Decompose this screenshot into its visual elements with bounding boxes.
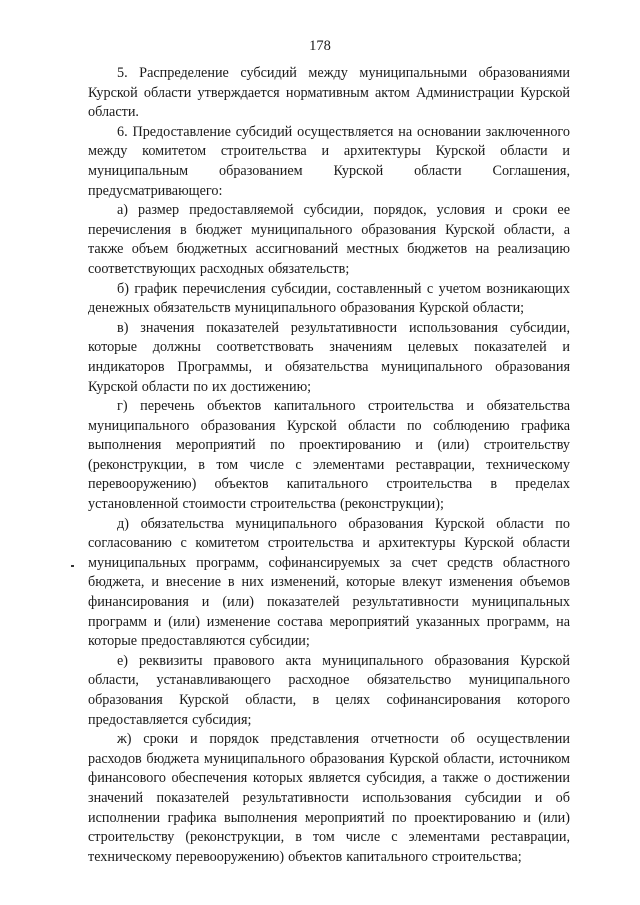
scan-artifact <box>71 565 74 567</box>
list-item-g: г) перечень объектов капитального строительства и обязательства муниципального образования Курской области по соблюдению графика выполнения мероприятий по проектированию и (или) строительству (реконструкции, в том числе с элементами реставрации, техническому перевооружению) объектов капитального строительства в пределах установленной стоимости строительства (реконструкции); <box>88 398 570 513</box>
list-item-d: д) обязательства муниципального образования Курской области по согласованию с комитетом строительства и архитектуры Курской области муниципальных программ, софинансируемых за счет средств областного бюджета, и внесение в них изменений, которые влекут изменения объемов финансирования и (или) показателей результативности муниципальных программ и (или) изменение состава мероприятий указанных программ, на которые предоставляются субсидии; <box>88 515 570 650</box>
list-item-b: б) график перечисления субсидии, составленный с учетом возникающих денежных обязательств муниципального образования Курской области; <box>88 280 570 317</box>
list-item-zh: ж) сроки и порядок представления отчетности об осуществлении расходов бюджета муниципального образования Курской области, источником финансового обеспечения которых является субсидия, а также о достижении значений показателей результативности использования субсидии и об исполнении графика выполнения мероприятий по проектированию и (или) строительству (реконструкции, в том числе с элементами реставрации, техническому перевооружению) объектов капитального строительства; <box>88 731 570 865</box>
paragraph-6: 6. Предоставление субсидий осуществляется на основании заключенного между комитетом строительства и архитектуры Курской области и муниципальным образованием Курской области Соглашения, предусматривающего: <box>88 123 570 199</box>
paragraph-5: 5. Распределение субсидий между муниципальными образованиями Курской области утверждается нормативным актом Администрации Курской области. <box>88 65 570 121</box>
page-number: 178 <box>309 38 331 54</box>
list-item-a: а) размер предоставляемой субсидии, порядок, условия и сроки ее перечисления в бюджет муниципального образования Курской области, а также объем бюджетных ассигнований местных бюджетов на реализацию соответствующих расходных обязательств; <box>88 202 570 277</box>
list-item-e: е) реквизиты правового акта муниципального образования Курской области, устанавливающего расходное обязательство муниципального образования Курской области, в целях софинансирования которого предоставляется субсидия; <box>88 652 570 728</box>
list-item-v: в) значения показателей результативности использования субсидии, которые должны соответствовать значениям целевых показателей и индикаторов Программы, и обязательства муниципального образования Курской области по их достижению; <box>88 319 570 395</box>
document-body <box>88 64 570 867</box>
